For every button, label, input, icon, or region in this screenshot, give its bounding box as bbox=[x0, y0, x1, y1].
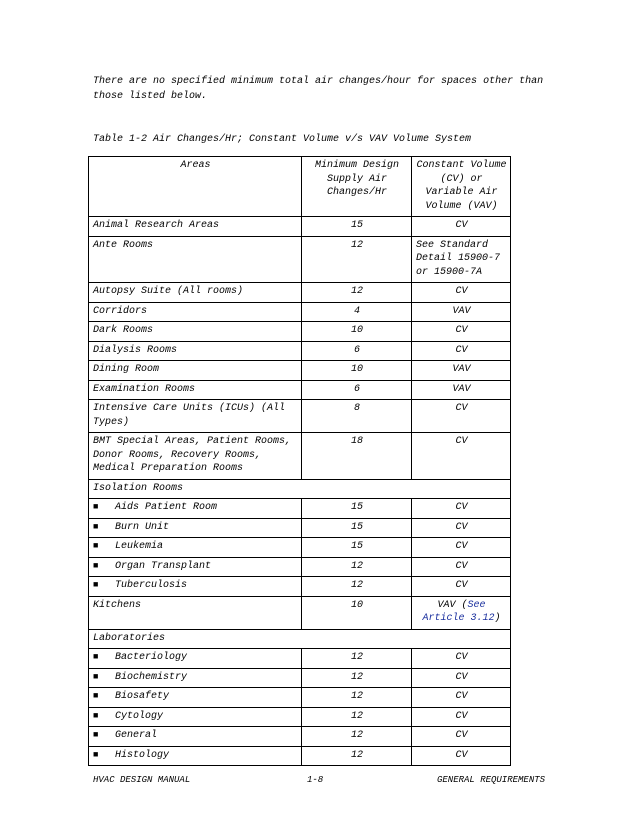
area-label: Leukemia bbox=[115, 541, 164, 552]
area-label: Biochemistry bbox=[115, 671, 188, 683]
system-cell: VAV bbox=[412, 361, 511, 381]
ach-cell: 10 bbox=[302, 322, 412, 342]
system-cell: VAV bbox=[412, 302, 511, 322]
section-title: Laboratories bbox=[89, 629, 511, 649]
ach-cell: 12 bbox=[302, 557, 412, 577]
area-cell: BMT Special Areas, Patient Rooms, Donor Rooms, Recovery Rooms, Medical Preparation Rooms bbox=[89, 433, 302, 480]
bullet-icon: ■ bbox=[93, 502, 99, 512]
table-row bbox=[89, 707, 511, 727]
ach-cell: 12 bbox=[302, 649, 412, 669]
system-cell: CV bbox=[412, 668, 511, 688]
bullet-icon: ■ bbox=[93, 730, 99, 740]
area-label: Burn Unit bbox=[115, 521, 170, 533]
ach-cell: 10 bbox=[302, 361, 412, 381]
area-label: Cytology bbox=[115, 710, 164, 722]
ach-cell: 18 bbox=[302, 433, 412, 480]
bullet-icon: ■ bbox=[93, 541, 99, 551]
system-cell: CV bbox=[412, 746, 511, 766]
table-row bbox=[89, 668, 511, 688]
header-min-design: Minimum Design Supply Air Changes/Hr bbox=[302, 157, 412, 217]
bullet-icon: ■ bbox=[93, 710, 99, 721]
table-row bbox=[89, 380, 511, 400]
area-cell: Dining Room bbox=[89, 361, 302, 381]
section-title: Isolation Rooms bbox=[89, 479, 511, 499]
system-cell: CV bbox=[412, 283, 511, 303]
system-cell: CV bbox=[412, 557, 511, 577]
table-row bbox=[89, 688, 511, 708]
system-cell: CV bbox=[412, 322, 511, 342]
area-label: Bacteriology bbox=[115, 652, 188, 663]
ach-cell: 12 bbox=[302, 688, 412, 708]
area-cell bbox=[89, 499, 302, 519]
bullet-icon: ■ bbox=[93, 580, 99, 590]
area-cell: Corridors bbox=[89, 302, 302, 322]
area-cell: Kitchens bbox=[89, 596, 302, 629]
table-row bbox=[89, 322, 511, 342]
air-changes-table bbox=[88, 156, 511, 766]
area-cell bbox=[89, 557, 302, 577]
area-label: General bbox=[115, 730, 158, 741]
table-row bbox=[89, 236, 511, 283]
system-cell: CV bbox=[412, 688, 511, 708]
ach-cell: 4 bbox=[302, 302, 412, 322]
table-row bbox=[89, 577, 511, 597]
system-cell: CV bbox=[412, 577, 511, 597]
table-row bbox=[89, 538, 511, 558]
ach-cell: 8 bbox=[302, 400, 412, 433]
ach-cell: 15 bbox=[302, 217, 412, 237]
bullet-icon: ■ bbox=[93, 749, 99, 760]
ach-cell: 10 bbox=[302, 596, 412, 629]
system-cell: CV bbox=[412, 538, 511, 558]
area-cell bbox=[89, 707, 302, 727]
system-cell: CV bbox=[412, 727, 511, 747]
system-cell: CV bbox=[412, 499, 511, 519]
footer-manual-title: HVAC DESIGN MANUAL bbox=[93, 775, 191, 785]
table-row bbox=[89, 596, 511, 629]
area-cell bbox=[89, 649, 302, 669]
system-suffix: ) bbox=[494, 613, 501, 624]
area-label: Histology bbox=[115, 749, 170, 761]
area-cell bbox=[89, 538, 302, 558]
ach-cell: 12 bbox=[302, 746, 412, 766]
area-cell: Examination Rooms bbox=[89, 380, 302, 400]
ach-cell: 12 bbox=[302, 707, 412, 727]
system-cell: CV bbox=[412, 341, 511, 361]
system-cell: CV bbox=[412, 400, 511, 433]
ach-cell: 12 bbox=[302, 283, 412, 303]
section-row-laboratories bbox=[89, 629, 511, 649]
table-row bbox=[89, 283, 511, 303]
intro-paragraph: There are no specified minimum total air changes/hour for spaces other than those listed below. bbox=[93, 76, 544, 102]
ach-cell: 15 bbox=[302, 538, 412, 558]
table-row bbox=[89, 518, 511, 538]
area-label: Organ Transplant bbox=[115, 560, 212, 572]
bullet-icon: ■ bbox=[93, 671, 99, 682]
area-label: Aids Patient Room bbox=[115, 502, 218, 513]
area-cell: Dark Rooms bbox=[89, 322, 302, 342]
header-cv-vav: Constant Volume (CV) or Variable Air Volume (VAV) bbox=[412, 157, 511, 217]
system-cell: CV bbox=[412, 217, 511, 237]
ach-cell: 12 bbox=[302, 236, 412, 283]
system-prefix: VAV ( bbox=[437, 599, 468, 611]
area-cell: Animal Research Areas bbox=[89, 217, 302, 237]
header-areas: Areas bbox=[89, 157, 302, 217]
system-cell: VAV bbox=[412, 380, 511, 400]
table-row bbox=[89, 746, 511, 766]
table-row bbox=[89, 649, 511, 669]
table-body bbox=[89, 217, 511, 766]
table-caption: Table 1-2 Air Changes/Hr; Constant Volume v/s VAV Volume System bbox=[93, 134, 472, 145]
table-row bbox=[89, 433, 511, 480]
area-cell bbox=[89, 746, 302, 766]
ach-cell: 6 bbox=[302, 380, 412, 400]
system-cell: CV bbox=[412, 649, 511, 669]
bullet-icon: ■ bbox=[93, 691, 99, 701]
area-cell: Autopsy Suite (All rooms) bbox=[89, 283, 302, 303]
area-cell bbox=[89, 577, 302, 597]
ach-cell: 12 bbox=[302, 577, 412, 597]
bullet-icon: ■ bbox=[93, 560, 99, 571]
area-cell: Dialysis Rooms bbox=[89, 341, 302, 361]
area-label: Biosafety bbox=[115, 691, 170, 702]
ach-cell: 12 bbox=[302, 727, 412, 747]
article-link[interactable]: See Article 3.12 bbox=[422, 599, 495, 624]
area-label: Tuberculosis bbox=[115, 580, 188, 591]
area-cell bbox=[89, 668, 302, 688]
footer-section-title: GENERAL REQUIREMENTS bbox=[437, 775, 546, 785]
system-cell: CV bbox=[412, 433, 511, 480]
section-row-isolation bbox=[89, 479, 511, 499]
system-cell: CV bbox=[412, 707, 511, 727]
bullet-icon: ■ bbox=[93, 521, 99, 532]
footer-page-number: 1-8 bbox=[307, 775, 324, 785]
system-cell: See Standard Detail 15900-7 or 15900-7A bbox=[412, 236, 511, 283]
table-row bbox=[89, 400, 511, 433]
table-row bbox=[89, 361, 511, 381]
area-cell: Ante Rooms bbox=[89, 236, 302, 283]
area-cell bbox=[89, 727, 302, 747]
ach-cell: 15 bbox=[302, 518, 412, 538]
area-cell bbox=[89, 518, 302, 538]
ach-cell: 12 bbox=[302, 668, 412, 688]
table-row bbox=[89, 217, 511, 237]
system-cell: CV bbox=[412, 518, 511, 538]
bullet-icon: ■ bbox=[93, 652, 99, 662]
table-header-row bbox=[89, 157, 511, 217]
ach-cell: 15 bbox=[302, 499, 412, 519]
table-row bbox=[89, 341, 511, 361]
system-cell bbox=[412, 596, 511, 629]
area-cell: Intensive Care Units (ICUs) (All Types) bbox=[89, 400, 302, 433]
table-row bbox=[89, 727, 511, 747]
area-cell bbox=[89, 688, 302, 708]
table-row bbox=[89, 499, 511, 519]
ach-cell: 6 bbox=[302, 341, 412, 361]
table-row bbox=[89, 557, 511, 577]
table-row bbox=[89, 302, 511, 322]
